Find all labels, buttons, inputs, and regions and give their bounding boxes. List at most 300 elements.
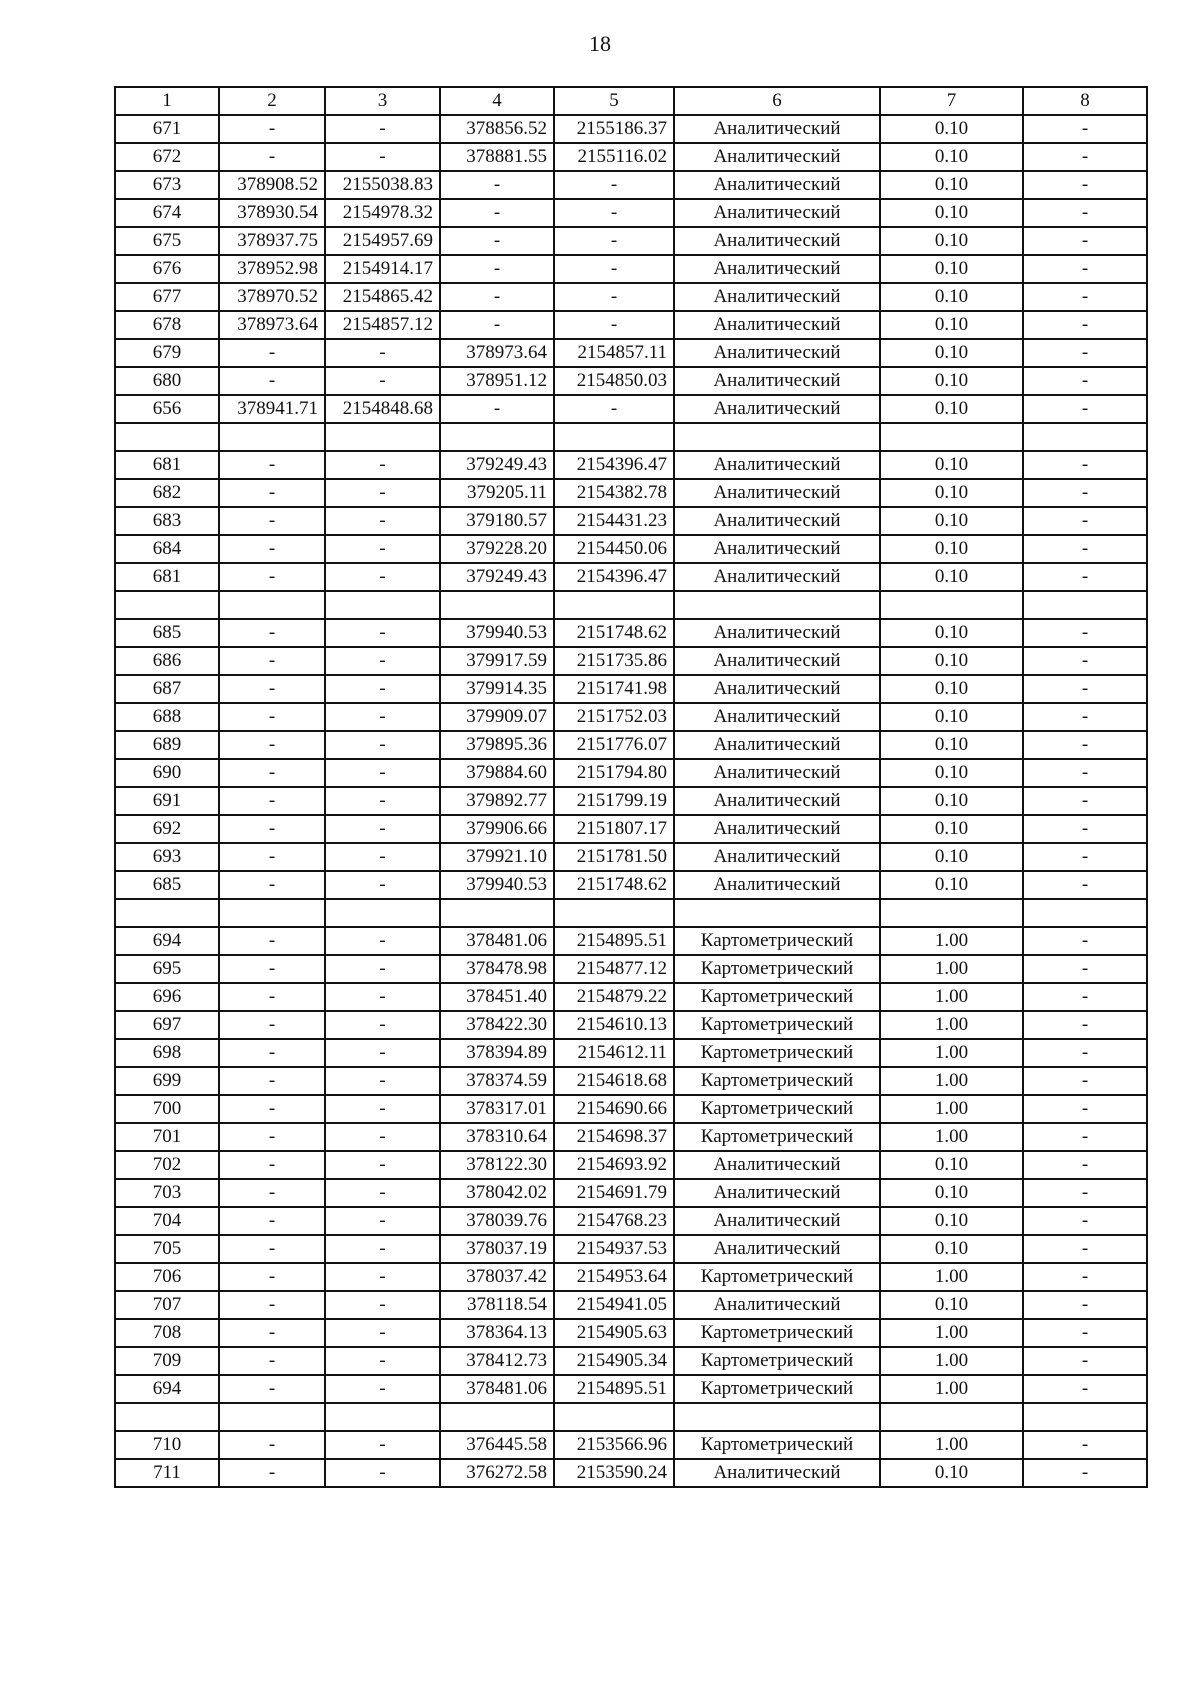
- y-new-cell: [554, 899, 674, 927]
- accuracy-cell: 0.10: [880, 451, 1023, 479]
- method-cell: Аналитический: [674, 815, 880, 843]
- description-cell: -: [1023, 871, 1147, 899]
- x-old-cell: -: [219, 479, 325, 507]
- x-old-cell: -: [219, 647, 325, 675]
- x-new-cell: 378881.55: [440, 143, 554, 171]
- method-cell: Аналитический: [674, 675, 880, 703]
- accuracy-cell: 0.10: [880, 759, 1023, 787]
- x-new-cell: 378973.64: [440, 339, 554, 367]
- y-new-cell: 2154618.68: [554, 1067, 674, 1095]
- accuracy-cell: 0.10: [880, 563, 1023, 591]
- accuracy-cell: 0.10: [880, 199, 1023, 227]
- method-cell: Аналитический: [674, 1459, 880, 1487]
- accuracy-cell: 0.10: [880, 395, 1023, 423]
- accuracy-cell: 0.10: [880, 507, 1023, 535]
- y-old-cell: -: [325, 843, 440, 871]
- table-row: [115, 619, 1147, 647]
- description-cell: -: [1023, 1067, 1147, 1095]
- point-number-cell: 697: [115, 1011, 219, 1039]
- description-cell: -: [1023, 199, 1147, 227]
- table-separator-row: [115, 591, 1147, 619]
- x-old-cell: -: [219, 1123, 325, 1151]
- table-row: [115, 1095, 1147, 1123]
- y-new-cell: -: [554, 199, 674, 227]
- point-number-cell: 710: [115, 1431, 219, 1459]
- y-old-cell: -: [325, 871, 440, 899]
- description-cell: -: [1023, 1319, 1147, 1347]
- x-old-cell: -: [219, 787, 325, 815]
- method-cell: Картометрический: [674, 1431, 880, 1459]
- point-number-cell: 698: [115, 1039, 219, 1067]
- accuracy-cell: 1.00: [880, 1067, 1023, 1095]
- y-old-cell: -: [325, 619, 440, 647]
- accuracy-cell: 0.10: [880, 115, 1023, 143]
- table-row: [115, 1067, 1147, 1095]
- x-old-cell: -: [219, 143, 325, 171]
- point-number-cell: 656: [115, 395, 219, 423]
- table-row: [115, 731, 1147, 759]
- method-cell: Аналитический: [674, 395, 880, 423]
- x-old-cell: -: [219, 1095, 325, 1123]
- x-new-cell: 379180.57: [440, 507, 554, 535]
- point-number-cell: 696: [115, 983, 219, 1011]
- y-old-cell: -: [325, 1151, 440, 1179]
- x-new-cell: 379884.60: [440, 759, 554, 787]
- method-cell: Аналитический: [674, 507, 880, 535]
- y-old-cell: -: [325, 563, 440, 591]
- y-old-cell: -: [325, 339, 440, 367]
- method-cell: Аналитический: [674, 787, 880, 815]
- accuracy-cell: [880, 899, 1023, 927]
- point-number-cell: 690: [115, 759, 219, 787]
- accuracy-cell: 0.10: [880, 1151, 1023, 1179]
- description-cell: -: [1023, 703, 1147, 731]
- accuracy-cell: 1.00: [880, 1375, 1023, 1403]
- point-number-cell: 708: [115, 1319, 219, 1347]
- description-cell: -: [1023, 255, 1147, 283]
- y-new-cell: -: [554, 227, 674, 255]
- accuracy-cell: 1.00: [880, 1123, 1023, 1151]
- x-old-cell: -: [219, 1319, 325, 1347]
- y-new-cell: 2154877.12: [554, 955, 674, 983]
- table-row: [115, 115, 1147, 143]
- method-cell: Картометрический: [674, 1039, 880, 1067]
- table-separator-row: [115, 1403, 1147, 1431]
- y-new-cell: [554, 591, 674, 619]
- point-number-cell: 685: [115, 619, 219, 647]
- description-cell: -: [1023, 563, 1147, 591]
- x-old-cell: -: [219, 1375, 325, 1403]
- description-cell: -: [1023, 1459, 1147, 1487]
- x-old-cell: -: [219, 1067, 325, 1095]
- method-cell: Аналитический: [674, 255, 880, 283]
- y-new-cell: 2154879.22: [554, 983, 674, 1011]
- point-number-cell: 676: [115, 255, 219, 283]
- x-old-cell: -: [219, 367, 325, 395]
- point-number-cell: 703: [115, 1179, 219, 1207]
- description-cell: -: [1023, 143, 1147, 171]
- accuracy-cell: 1.00: [880, 1263, 1023, 1291]
- accuracy-cell: 1.00: [880, 955, 1023, 983]
- description-cell: -: [1023, 171, 1147, 199]
- x-new-cell: 378394.89: [440, 1039, 554, 1067]
- description-cell: -: [1023, 815, 1147, 843]
- y-new-cell: 2151781.50: [554, 843, 674, 871]
- point-number-cell: 688: [115, 703, 219, 731]
- accuracy-cell: 0.10: [880, 311, 1023, 339]
- description-cell: -: [1023, 395, 1147, 423]
- point-number-cell: 675: [115, 227, 219, 255]
- y-new-cell: 2154691.79: [554, 1179, 674, 1207]
- point-number-cell: 681: [115, 563, 219, 591]
- y-new-cell: 2154396.47: [554, 451, 674, 479]
- point-number-cell: 709: [115, 1347, 219, 1375]
- y-new-cell: -: [554, 171, 674, 199]
- method-cell: Аналитический: [674, 1207, 880, 1235]
- method-cell: Аналитический: [674, 311, 880, 339]
- accuracy-cell: [880, 591, 1023, 619]
- column-header: 4: [440, 87, 554, 115]
- method-cell: Аналитический: [674, 563, 880, 591]
- y-old-cell: -: [325, 1459, 440, 1487]
- y-old-cell: -: [325, 1263, 440, 1291]
- y-old-cell: 2154957.69: [325, 227, 440, 255]
- accuracy-cell: 1.00: [880, 1095, 1023, 1123]
- table-row: [115, 1207, 1147, 1235]
- method-cell: Картометрический: [674, 955, 880, 983]
- method-cell: Аналитический: [674, 283, 880, 311]
- y-old-cell: -: [325, 1179, 440, 1207]
- x-old-cell: -: [219, 1011, 325, 1039]
- y-old-cell: -: [325, 451, 440, 479]
- x-old-cell: -: [219, 451, 325, 479]
- x-old-cell: -: [219, 1179, 325, 1207]
- x-new-cell: 379909.07: [440, 703, 554, 731]
- table-row: [115, 675, 1147, 703]
- x-new-cell: -: [440, 171, 554, 199]
- x-old-cell: -: [219, 1459, 325, 1487]
- description-cell: -: [1023, 759, 1147, 787]
- table-row: [115, 1319, 1147, 1347]
- y-old-cell: -: [325, 1291, 440, 1319]
- y-new-cell: 2154612.11: [554, 1039, 674, 1067]
- accuracy-cell: 0.10: [880, 143, 1023, 171]
- y-old-cell: -: [325, 815, 440, 843]
- method-cell: Аналитический: [674, 1151, 880, 1179]
- y-old-cell: -: [325, 1067, 440, 1095]
- description-cell: -: [1023, 983, 1147, 1011]
- description-cell: [1023, 423, 1147, 451]
- y-old-cell: -: [325, 507, 440, 535]
- x-new-cell: 378412.73: [440, 1347, 554, 1375]
- y-old-cell: -: [325, 1011, 440, 1039]
- method-cell: [674, 591, 880, 619]
- accuracy-cell: 0.10: [880, 647, 1023, 675]
- table-row: [115, 927, 1147, 955]
- point-number-cell: [115, 1403, 219, 1431]
- table-row: [115, 1347, 1147, 1375]
- point-number-cell: 681: [115, 451, 219, 479]
- method-cell: Аналитический: [674, 731, 880, 759]
- method-cell: Аналитический: [674, 1235, 880, 1263]
- y-new-cell: 2151807.17: [554, 815, 674, 843]
- point-number-cell: 701: [115, 1123, 219, 1151]
- x-new-cell: 379940.53: [440, 619, 554, 647]
- point-number-cell: 677: [115, 283, 219, 311]
- x-new-cell: 378317.01: [440, 1095, 554, 1123]
- x-new-cell: [440, 899, 554, 927]
- method-cell: Аналитический: [674, 143, 880, 171]
- table-row: [115, 255, 1147, 283]
- x-old-cell: 378908.52: [219, 171, 325, 199]
- description-cell: -: [1023, 1263, 1147, 1291]
- x-new-cell: 376445.58: [440, 1431, 554, 1459]
- y-old-cell: -: [325, 1235, 440, 1263]
- method-cell: Аналитический: [674, 227, 880, 255]
- x-new-cell: 379940.53: [440, 871, 554, 899]
- table-row: [115, 1235, 1147, 1263]
- y-new-cell: 2154895.51: [554, 1375, 674, 1403]
- table-row: [115, 843, 1147, 871]
- y-old-cell: -: [325, 955, 440, 983]
- method-cell: Аналитический: [674, 451, 880, 479]
- description-cell: -: [1023, 1375, 1147, 1403]
- x-new-cell: [440, 423, 554, 451]
- y-new-cell: 2154953.64: [554, 1263, 674, 1291]
- method-cell: Картометрический: [674, 1067, 880, 1095]
- point-number-cell: 692: [115, 815, 219, 843]
- accuracy-cell: 1.00: [880, 1431, 1023, 1459]
- description-cell: -: [1023, 675, 1147, 703]
- coordinates-table: [114, 86, 1148, 1488]
- y-new-cell: 2154610.13: [554, 1011, 674, 1039]
- description-cell: -: [1023, 479, 1147, 507]
- point-number-cell: 689: [115, 731, 219, 759]
- method-cell: Аналитический: [674, 703, 880, 731]
- table-row: [115, 143, 1147, 171]
- description-cell: [1023, 591, 1147, 619]
- accuracy-cell: 1.00: [880, 1039, 1023, 1067]
- point-number-cell: 704: [115, 1207, 219, 1235]
- x-old-cell: -: [219, 675, 325, 703]
- description-cell: -: [1023, 1347, 1147, 1375]
- description-cell: [1023, 1403, 1147, 1431]
- x-new-cell: 379921.10: [440, 843, 554, 871]
- y-new-cell: 2151752.03: [554, 703, 674, 731]
- description-cell: -: [1023, 1011, 1147, 1039]
- method-cell: [674, 899, 880, 927]
- y-new-cell: 2154857.11: [554, 339, 674, 367]
- y-new-cell: 2151748.62: [554, 619, 674, 647]
- description-cell: -: [1023, 1123, 1147, 1151]
- table-header-row: [115, 87, 1147, 115]
- y-old-cell: 2154865.42: [325, 283, 440, 311]
- x-new-cell: 379914.35: [440, 675, 554, 703]
- description-cell: -: [1023, 1291, 1147, 1319]
- y-new-cell: 2154850.03: [554, 367, 674, 395]
- x-new-cell: [440, 1403, 554, 1431]
- table-row: [115, 563, 1147, 591]
- y-old-cell: -: [325, 479, 440, 507]
- x-old-cell: 378941.71: [219, 395, 325, 423]
- accuracy-cell: 0.10: [880, 787, 1023, 815]
- point-number-cell: 693: [115, 843, 219, 871]
- y-new-cell: -: [554, 395, 674, 423]
- x-old-cell: -: [219, 759, 325, 787]
- x-new-cell: 379906.66: [440, 815, 554, 843]
- y-old-cell: -: [325, 983, 440, 1011]
- x-new-cell: 378037.42: [440, 1263, 554, 1291]
- point-number-cell: 702: [115, 1151, 219, 1179]
- x-old-cell: -: [219, 927, 325, 955]
- accuracy-cell: 0.10: [880, 255, 1023, 283]
- x-old-cell: -: [219, 1347, 325, 1375]
- y-new-cell: 2153566.96: [554, 1431, 674, 1459]
- point-number-cell: 674: [115, 199, 219, 227]
- accuracy-cell: 0.10: [880, 1207, 1023, 1235]
- y-new-cell: 2151794.80: [554, 759, 674, 787]
- y-old-cell: -: [325, 535, 440, 563]
- accuracy-cell: 0.10: [880, 815, 1023, 843]
- y-old-cell: -: [325, 143, 440, 171]
- y-old-cell: -: [325, 1319, 440, 1347]
- accuracy-cell: 0.10: [880, 871, 1023, 899]
- x-old-cell: [219, 423, 325, 451]
- description-cell: -: [1023, 507, 1147, 535]
- x-new-cell: 378481.06: [440, 927, 554, 955]
- y-old-cell: -: [325, 731, 440, 759]
- x-new-cell: 378856.52: [440, 115, 554, 143]
- table-row: [115, 1151, 1147, 1179]
- point-number-cell: 694: [115, 927, 219, 955]
- point-number-cell: 672: [115, 143, 219, 171]
- table-row: [115, 1123, 1147, 1151]
- description-cell: -: [1023, 787, 1147, 815]
- x-old-cell: -: [219, 955, 325, 983]
- y-new-cell: 2154937.53: [554, 1235, 674, 1263]
- x-new-cell: 378364.13: [440, 1319, 554, 1347]
- description-cell: -: [1023, 339, 1147, 367]
- y-old-cell: 2154914.17: [325, 255, 440, 283]
- point-number-cell: [115, 899, 219, 927]
- accuracy-cell: 1.00: [880, 1347, 1023, 1375]
- table-row: [115, 759, 1147, 787]
- page-number: 18: [589, 31, 611, 56]
- description-cell: -: [1023, 283, 1147, 311]
- x-old-cell: -: [219, 1291, 325, 1319]
- method-cell: Аналитический: [674, 871, 880, 899]
- table-row: [115, 1375, 1147, 1403]
- point-number-cell: 707: [115, 1291, 219, 1319]
- point-number-cell: 683: [115, 507, 219, 535]
- y-old-cell: -: [325, 1039, 440, 1067]
- description-cell: -: [1023, 843, 1147, 871]
- x-new-cell: 378042.02: [440, 1179, 554, 1207]
- point-number-cell: 687: [115, 675, 219, 703]
- method-cell: Аналитический: [674, 199, 880, 227]
- y-old-cell: 2155038.83: [325, 171, 440, 199]
- x-new-cell: 378037.19: [440, 1235, 554, 1263]
- x-new-cell: 378310.64: [440, 1123, 554, 1151]
- x-new-cell: 379892.77: [440, 787, 554, 815]
- point-number-cell: 671: [115, 115, 219, 143]
- y-new-cell: 2151735.86: [554, 647, 674, 675]
- point-number-cell: 699: [115, 1067, 219, 1095]
- x-old-cell: [219, 591, 325, 619]
- point-number-cell: 691: [115, 787, 219, 815]
- table-row: [115, 955, 1147, 983]
- method-cell: [674, 423, 880, 451]
- table-row: [115, 227, 1147, 255]
- method-cell: Картометрический: [674, 1011, 880, 1039]
- description-cell: [1023, 899, 1147, 927]
- description-cell: -: [1023, 1235, 1147, 1263]
- x-new-cell: 379917.59: [440, 647, 554, 675]
- y-old-cell: -: [325, 1347, 440, 1375]
- y-new-cell: 2155186.37: [554, 115, 674, 143]
- y-old-cell: -: [325, 927, 440, 955]
- x-old-cell: -: [219, 619, 325, 647]
- method-cell: Картометрический: [674, 1095, 880, 1123]
- y-new-cell: 2154693.92: [554, 1151, 674, 1179]
- column-header: 6: [674, 87, 880, 115]
- x-old-cell: 378937.75: [219, 227, 325, 255]
- table-row: [115, 983, 1147, 1011]
- method-cell: Аналитический: [674, 479, 880, 507]
- x-new-cell: -: [440, 199, 554, 227]
- method-cell: Аналитический: [674, 367, 880, 395]
- y-old-cell: -: [325, 1095, 440, 1123]
- description-cell: -: [1023, 1151, 1147, 1179]
- accuracy-cell: [880, 1403, 1023, 1431]
- y-old-cell: [325, 1403, 440, 1431]
- x-old-cell: -: [219, 983, 325, 1011]
- description-cell: -: [1023, 927, 1147, 955]
- description-cell: -: [1023, 1095, 1147, 1123]
- x-new-cell: -: [440, 395, 554, 423]
- y-new-cell: 2151799.19: [554, 787, 674, 815]
- method-cell: Картометрический: [674, 1319, 880, 1347]
- accuracy-cell: 0.10: [880, 367, 1023, 395]
- y-old-cell: 2154857.12: [325, 311, 440, 339]
- table-row: [115, 311, 1147, 339]
- column-header: 8: [1023, 87, 1147, 115]
- y-new-cell: 2154431.23: [554, 507, 674, 535]
- y-new-cell: 2154698.37: [554, 1123, 674, 1151]
- table-row: [115, 1263, 1147, 1291]
- x-new-cell: -: [440, 255, 554, 283]
- method-cell: Картометрический: [674, 927, 880, 955]
- x-new-cell: -: [440, 311, 554, 339]
- method-cell: Картометрический: [674, 1347, 880, 1375]
- method-cell: Картометрический: [674, 1375, 880, 1403]
- x-new-cell: 379895.36: [440, 731, 554, 759]
- x-old-cell: -: [219, 115, 325, 143]
- x-old-cell: 378973.64: [219, 311, 325, 339]
- point-number-cell: 673: [115, 171, 219, 199]
- x-new-cell: 379228.20: [440, 535, 554, 563]
- method-cell: Картометрический: [674, 1123, 880, 1151]
- point-number-cell: 678: [115, 311, 219, 339]
- method-cell: Аналитический: [674, 843, 880, 871]
- y-new-cell: 2154905.34: [554, 1347, 674, 1375]
- y-old-cell: 2154848.68: [325, 395, 440, 423]
- y-new-cell: [554, 423, 674, 451]
- table-row: [115, 339, 1147, 367]
- accuracy-cell: 0.10: [880, 675, 1023, 703]
- description-cell: -: [1023, 535, 1147, 563]
- x-new-cell: [440, 591, 554, 619]
